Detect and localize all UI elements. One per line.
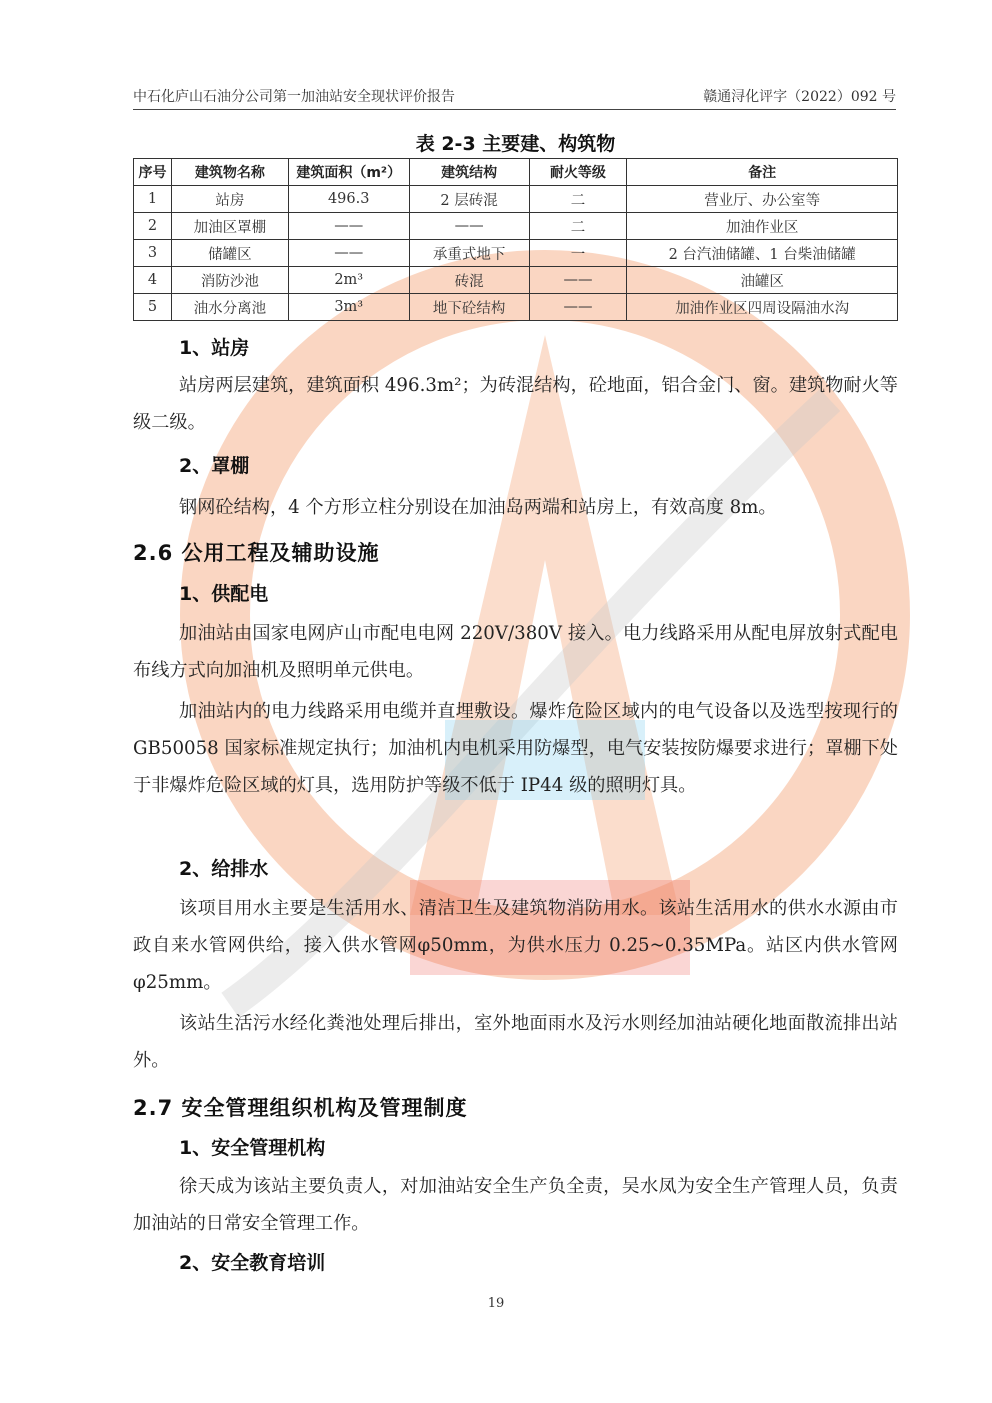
heading-safety-org: 1、安全管理机构: [179, 1137, 326, 1159]
page-header: [133, 86, 896, 110]
heading-power-supply: 1、供配电: [179, 583, 269, 605]
heading-canopy: 2、罩棚: [179, 455, 250, 477]
cell-remarks: 营业厅、办公室等: [627, 186, 898, 213]
cell-fire-rating: ——: [529, 267, 627, 294]
cell-area: 2m³: [288, 267, 409, 294]
cell-name: 消防沙池: [171, 267, 288, 294]
cell-structure: 砖混: [409, 267, 529, 294]
cell-area: ——: [288, 213, 409, 240]
heading-station-building: 1、站房: [179, 337, 250, 359]
table-caption: 表 2-3 主要建、构筑物: [415, 133, 616, 155]
cell-name: 储罐区: [171, 240, 288, 267]
paragraph-water-supply-2: 该站生活污水经化粪池处理后排出，室外地面雨水及污水则经加油站硬化地面散流排出站外。: [133, 1013, 898, 1071]
cell-name: 站房: [171, 186, 288, 213]
cell-index: 5: [134, 294, 172, 321]
col-header-structure: 建筑结构: [409, 159, 529, 186]
cell-structure: ——: [409, 213, 529, 240]
paragraph-power-supply-2: 加油站内的电力线路采用电缆并直埋敷设。爆炸危险区域内的电气设备以及选型按现行的 GB50058 国家标准规定执行；加油机内电机采用防爆型，电气安装按防爆要求进行；罩棚下处于非爆炸危险区域的灯具，选用防护等级不低于 IP44 级的照明灯具。: [133, 701, 898, 796]
paragraph-power-supply-1: 加油站由国家电网庐山市配电电网 220V/380V 接入。电力线路采用从配电屏放射式配电布线方式向加油机及照明单元供电。: [133, 623, 898, 681]
table-header-row: [134, 159, 898, 186]
cell-fire-rating: ——: [529, 294, 627, 321]
paragraph-station-building: 站房两层建筑，建筑面积 496.3m²；为砖混结构，砼地面，铝合金门、窗。建筑物耐火等级二级。: [133, 375, 898, 433]
buildings-table: [133, 158, 898, 321]
paragraph-water-supply-1: 该项目用水主要是生活用水、清洁卫生及建筑物消防用水。该站生活用水的供水水源由市政自来水管网供给，接入供水管网φ50mm，为供水压力 0.25~0.35MPa。站区内供水管网φ25mm。: [133, 898, 898, 993]
table-row: [134, 213, 898, 240]
page-number: 19: [487, 1296, 505, 1311]
cell-fire-rating: 一: [529, 240, 627, 267]
paragraph-safety-org: 徐天成为该站主要负责人，对加油站安全生产负全责，吴水凤为安全生产管理人员，负责加油站的日常安全管理工作。: [133, 1176, 898, 1234]
table-row: [134, 267, 898, 294]
cell-remarks: 加油作业区: [627, 213, 898, 240]
heading-water-supply: 2、给排水: [179, 858, 269, 880]
header-report-title: 中石化庐山石油分公司第一加油站安全现状评价报告: [133, 89, 455, 105]
cell-fire-rating: 二: [529, 213, 627, 240]
col-header-index: 序号: [134, 159, 172, 186]
header-divider: [133, 109, 896, 110]
cell-index: 2: [134, 213, 172, 240]
cell-index: 1: [134, 186, 172, 213]
cell-fire-rating: 二: [529, 186, 627, 213]
cell-structure: 承重式地下: [409, 240, 529, 267]
section-2-7-title: 2.7 安全管理组织机构及管理制度: [133, 1096, 468, 1120]
paragraph-canopy: 钢网砼结构，4 个方形立柱分别设在加油岛两端和站房上，有效高度 8m。: [179, 497, 777, 518]
col-header-fire-rating: 耐火等级: [529, 159, 627, 186]
cell-area: 496.3: [288, 186, 409, 213]
col-header-name: 建筑物名称: [171, 159, 288, 186]
table-row: [134, 186, 898, 213]
cell-remarks: 2 台汽油储罐、1 台柴油储罐: [627, 240, 898, 267]
col-header-area: 建筑面积（m²）: [288, 159, 409, 186]
cell-remarks: 油罐区: [627, 267, 898, 294]
section-2-6-title: 2.6 公用工程及辅助设施: [133, 541, 380, 565]
col-header-remarks: 备注: [627, 159, 898, 186]
cell-index: 3: [134, 240, 172, 267]
cell-name: 加油区罩棚: [171, 213, 288, 240]
cell-name: 油水分离池: [171, 294, 288, 321]
cell-structure: 地下砼结构: [409, 294, 529, 321]
table-row: [134, 294, 898, 321]
table-row: [134, 240, 898, 267]
cell-area: ——: [288, 240, 409, 267]
cell-remarks: 加油作业区四周设隔油水沟: [627, 294, 898, 321]
cell-structure: 2 层砖混: [409, 186, 529, 213]
heading-safety-training: 2、安全教育培训: [179, 1252, 326, 1274]
cell-area: 3m³: [288, 294, 409, 321]
header-report-number: 赣通浔化评字（2022）092 号: [703, 89, 896, 105]
cell-index: 4: [134, 267, 172, 294]
